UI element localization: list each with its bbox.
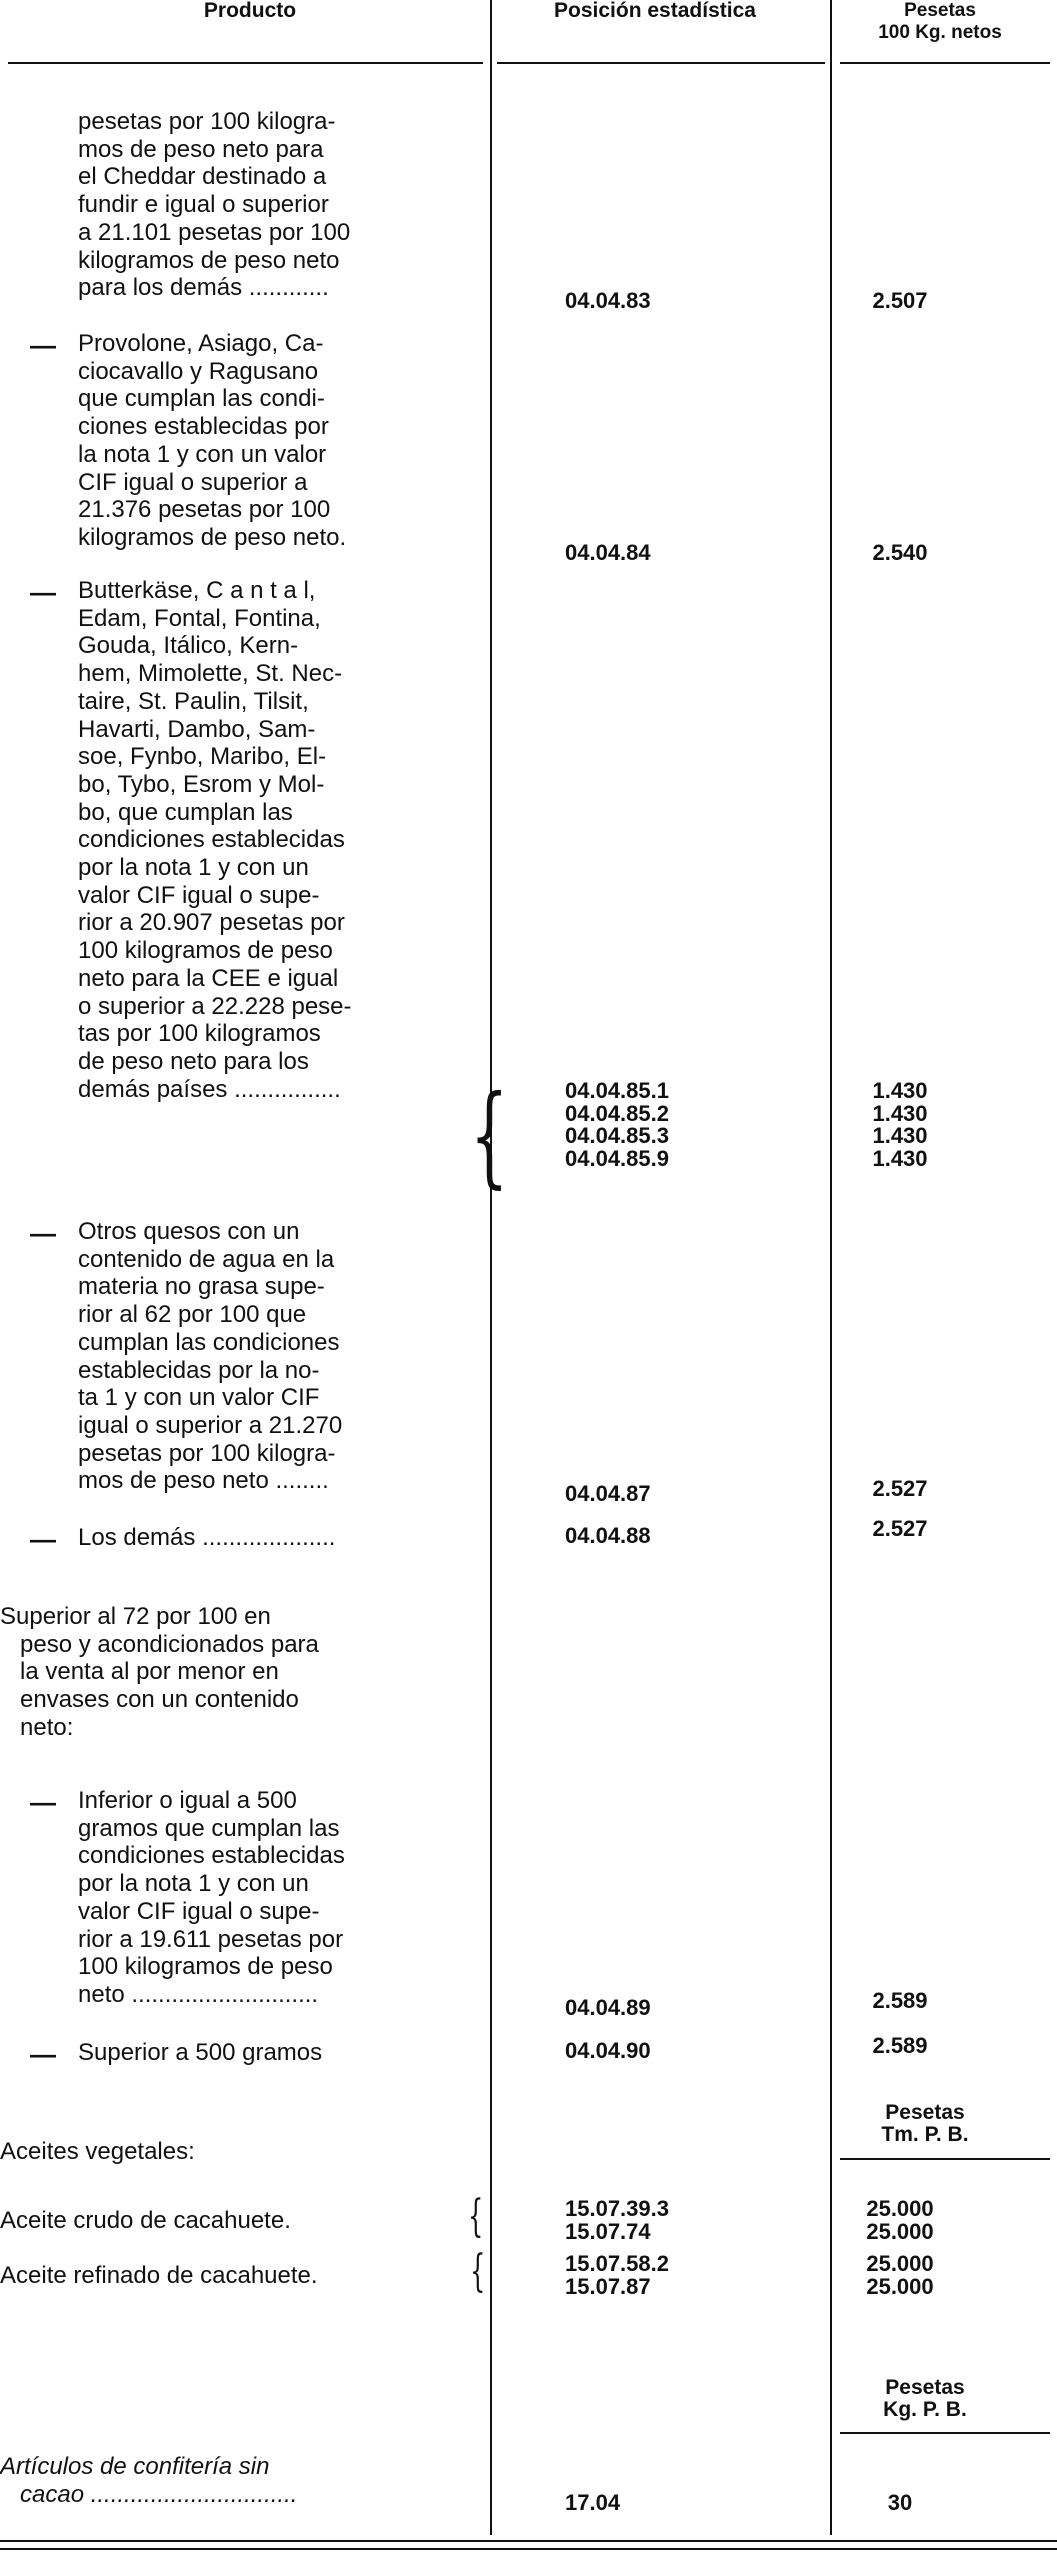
product-text-aceite-crudo: Aceite crudo de cacahuete. [0,2207,291,2234]
value-17-04: 30 [887,2490,913,2515]
column-divider-1 [490,0,492,2535]
header-producto: Producto [203,0,297,22]
header-pesetas: Pesetas 100 Kg. netos [878,0,1002,43]
header-posicion: Posición estadística [554,0,756,22]
code-04-04-88: 04.04.88 [565,1523,651,1548]
product-text-inferior-500: Inferior o igual a 500 gramos que cumplan las condiciones establecidas por la nota 1 y con un valor CIF igual o supe- rior a 19.611 pesetas por 100 kilogramos de peso neto ............................ [78,1787,345,2008]
product-text-aceite-refinado: Aceite refinado de cacahuete. [0,2262,318,2289]
header-rule-mid [497,62,825,64]
product-text-superior-72: Superior al 72 por 100 en peso y acondicionados para la venta al por menor en envases con un contenido neto: [0,1603,319,1741]
column-divider-2 [830,0,832,2535]
bottom-rule-1 [0,2540,1057,2542]
item-dash: — [30,2039,56,2069]
unit-header-tm: Pesetas Tm. P. B. [881,2101,969,2146]
code-04-04-89: 04.04.89 [565,1995,651,2020]
item-dash: — [30,1787,56,1817]
brace-icon: { [468,2191,484,2242]
item-dash: — [30,1524,56,1554]
product-text-confiteria: Artículos de confitería sin cacao ............................... [0,2453,298,2508]
value-04-04-84: 2.540 [872,540,928,565]
product-text-aceites: Aceites vegetales: [0,2138,195,2165]
value-04-04-87: 2.527 [872,1476,928,1501]
value-04-04-88: 2.527 [872,1516,928,1541]
product-text-los-demas: Los demás .................... [78,1524,336,1551]
product-text-cheddar: pesetas por 100 kilogra- mos de peso neto para el Cheddar destinado a fundir e igual o superior a 21.101 pesetas por 100 kilogramos de peso neto para los demás ............ [78,108,351,302]
header-rule-right [840,62,1050,64]
unit-rule-tm [840,2158,1050,2160]
brace-icon: { [470,2246,486,2297]
value-04-04-89: 2.589 [872,1988,928,2013]
header-rule-left [8,62,483,64]
values-15-07-crudo: 25.000 25.000 [866,2196,934,2244]
brace-icon: { [470,1071,509,1199]
code-04-04-83: 04.04.83 [565,288,651,313]
item-dash: — [30,330,56,360]
bottom-rule-2 [0,2548,1057,2550]
product-text-superior-500: Superior a 500 gramos [78,2039,323,2066]
codes-15-07-crudo: 15.07.39.3 15.07.74 [565,2196,669,2244]
item-dash: — [30,1218,56,1248]
values-15-07-refinado: 25.000 25.000 [866,2251,934,2299]
product-text-provolone: Provolone, Asiago, Ca- ciocavallo y Ragusano que cumplan las condi- ciones establecidas por la nota 1 y con un valor CIF igual o superior a 21.376 pesetas por 100 kilogramos de peso neto. [78,330,347,551]
codes-04-04-85: 04.04.85.1 04.04.85.2 04.04.85.3 04.04.85.9 [565,1078,669,1171]
unit-header-kg: Pesetas Kg. P. B. [883,2376,967,2421]
product-text-butterkase: Butterkäse, C a n t a l, Edam, Fontal, Fontina, Gouda, Itálico, Kern- hem, Mimolette, St. Nec- taire, St. Paulin, Tilsit, Havarti, Dambo, Sam- soe, Fynbo, Maribo, El- bo, Tybo, Esrom y Mol- bo, que cumplan las condiciones establecidas por la nota 1 y con un valor CIF igual o supe- rior a 20.907 pesetas por 100 kilogramos de peso neto para la CEE e igual o superior a 22.228 pese- tas por 100 kilogramos de peso neto para los demás países ................ [78,577,352,1103]
product-text-otros-quesos: Otros quesos con un contenido de agua en la materia no grasa supe- rior al 62 por 100 que cumplan las condiciones establecidas por la no- ta 1 y con un valor CIF igual o superior a 21.270 pesetas por 100 kilogra- mos de peso neto ........ [78,1218,343,1495]
code-04-04-84: 04.04.84 [565,540,651,565]
code-17-04: 17.04 [565,2490,621,2515]
values-04-04-85: 1.430 1.430 1.430 1.430 [872,1078,928,1171]
codes-15-07-refinado: 15.07.58.2 15.07.87 [565,2251,669,2299]
code-04-04-90: 04.04.90 [565,2038,651,2063]
value-04-04-83: 2.507 [872,288,928,313]
value-04-04-90: 2.589 [872,2033,928,2058]
unit-rule-kg [840,2432,1050,2434]
code-04-04-87: 04.04.87 [565,1481,651,1506]
item-dash: — [30,577,56,607]
